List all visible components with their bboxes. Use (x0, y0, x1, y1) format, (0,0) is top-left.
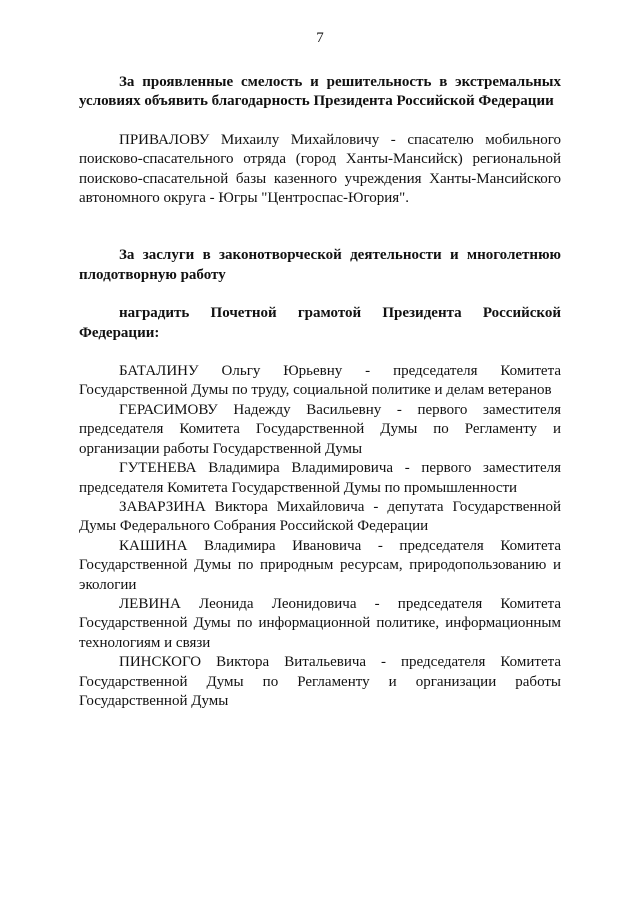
award-entry-batalina: БАТАЛИНУ Ольгу Юрьевну - председателя Комитета Государственной Думы по труду, социальной политике и делам ветеранов (79, 363, 561, 399)
section-heading-gratitude: За проявленные смелость и решительность в экстремальных условиях объявить благодарность Президента Российской Федерации (79, 74, 561, 110)
award-decision-line: наградить Почетной грамотой Президента Российской Федерации: (79, 305, 561, 341)
award-entry-gerasimova: ГЕРАСИМОВУ Надежду Васильевну - первого заместителя председателя Комитета Государственной Думы по Регламенту и организации работы Государственной Думы (79, 401, 561, 457)
award-entry-kashin: КАШИНА Владимира Ивановича - председателя Комитета Государственной Думы по природным ресурсам, природопользованию и экологии (79, 537, 561, 593)
award-entry-levin: ЛЕВИНА Леонида Леонидовича - председателя Комитета Государственной Думы по информационной политике, информационным технологиям и связи (79, 595, 561, 651)
award-entry-gutenev: ГУТЕНЕВА Владимира Владимировича - первого заместителя председателя Комитета Государственной Думы по промышленности (79, 460, 561, 496)
award-entry-privalov: ПРИВАЛОВУ Михаилу Михайловичу - спасателю мобильного поисково-спасательного отряда (город Ханты-Мансийск) региональной поисково-спасательной базы казенного учреждения Ханты-Мансийского автономного округа - Югры "Центроспас-Югория". (79, 131, 561, 207)
page-number: 7 (316, 30, 324, 46)
award-entry-zavarzin: ЗАВАРЗИНА Виктора Михайловича - депутата Государственной Думы Федерального Собрания Российской Федерации (79, 498, 561, 535)
section-heading-merits: За заслуги в законотворческой деятельности и многолетнюю плодотворную работу (79, 247, 561, 283)
award-entry-pinsky: ПИНСКОГО Виктора Витальевича - председателя Комитета Государственной Думы по Регламенту и организации работы Государственной Думы (79, 654, 561, 709)
document-body (79, 73, 561, 711)
